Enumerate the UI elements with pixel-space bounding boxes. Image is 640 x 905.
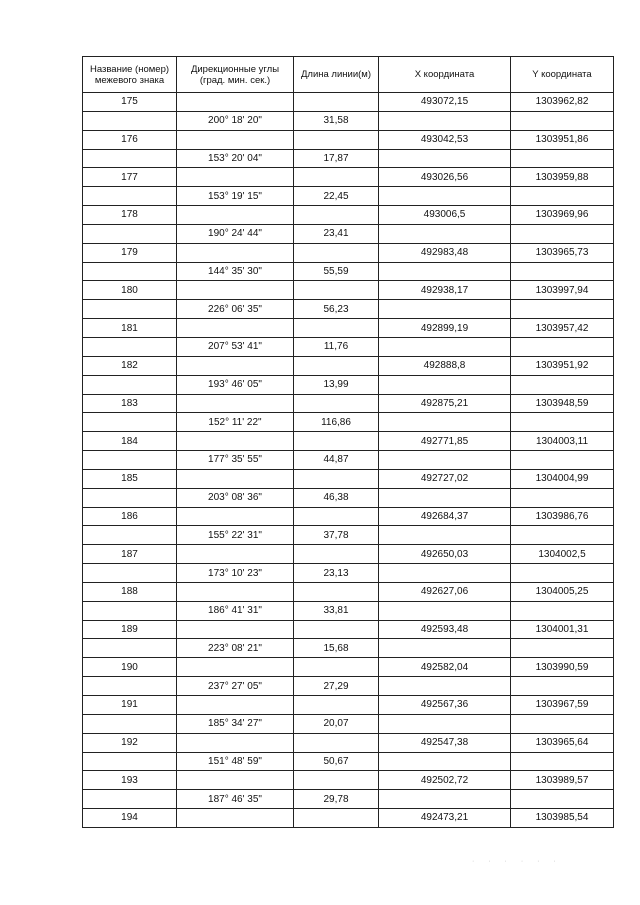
cell-marker-name: 191	[83, 696, 177, 715]
cell-y-coordinate	[511, 262, 614, 281]
cell-line-length: 17,87	[294, 149, 379, 168]
cell-marker-name	[83, 639, 177, 658]
cell-line-length	[294, 771, 379, 790]
cell-direction-angle: 185° 34' 27"	[177, 714, 294, 733]
cell-x-coordinate	[379, 564, 511, 583]
cell-y-coordinate	[511, 300, 614, 319]
table-row	[83, 394, 614, 413]
cell-line-length: 29,78	[294, 790, 379, 809]
cell-marker-name	[83, 375, 177, 394]
cell-line-length	[294, 319, 379, 338]
cell-line-length	[294, 582, 379, 601]
cell-direction-angle: 200° 18' 20"	[177, 111, 294, 130]
cell-line-length: 23,41	[294, 224, 379, 243]
cell-direction-angle	[177, 696, 294, 715]
cell-x-coordinate	[379, 337, 511, 356]
cell-marker-name: 182	[83, 356, 177, 375]
cell-marker-name: 177	[83, 168, 177, 187]
cell-marker-name: 192	[83, 733, 177, 752]
cell-x-coordinate	[379, 677, 511, 696]
header-y-coordinate: Y координата	[511, 57, 614, 93]
table-row	[83, 639, 614, 658]
cell-x-coordinate: 492875,21	[379, 394, 511, 413]
cell-y-coordinate: 1304004,99	[511, 469, 614, 488]
cell-y-coordinate: 1303951,92	[511, 356, 614, 375]
table-row	[83, 469, 614, 488]
cell-direction-angle: 144° 35' 30"	[177, 262, 294, 281]
cell-x-coordinate	[379, 111, 511, 130]
table-row	[83, 790, 614, 809]
cell-line-length: 50,67	[294, 752, 379, 771]
table-row	[83, 809, 614, 828]
cell-direction-angle	[177, 771, 294, 790]
table-row	[83, 111, 614, 130]
table-row	[83, 243, 614, 262]
cell-line-length	[294, 206, 379, 225]
cell-y-coordinate: 1303962,82	[511, 93, 614, 112]
cell-line-length: 55,59	[294, 262, 379, 281]
cell-y-coordinate	[511, 375, 614, 394]
cell-y-coordinate: 1303969,96	[511, 206, 614, 225]
cell-marker-name	[83, 564, 177, 583]
cell-y-coordinate: 1303986,76	[511, 507, 614, 526]
scan-artifact: · · · · · ·	[472, 858, 562, 865]
table-row	[83, 545, 614, 564]
cell-line-length: 27,29	[294, 677, 379, 696]
cell-y-coordinate: 1303997,94	[511, 281, 614, 300]
table-row	[83, 319, 614, 338]
table-row	[83, 564, 614, 583]
cell-marker-name	[83, 300, 177, 319]
table-row	[83, 281, 614, 300]
cell-line-length	[294, 658, 379, 677]
cell-x-coordinate: 492627,06	[379, 582, 511, 601]
cell-y-coordinate	[511, 337, 614, 356]
cell-y-coordinate	[511, 526, 614, 545]
cell-x-coordinate: 492727,02	[379, 469, 511, 488]
cell-x-coordinate	[379, 451, 511, 470]
cell-marker-name: 176	[83, 130, 177, 149]
cell-x-coordinate	[379, 526, 511, 545]
table-row	[83, 356, 614, 375]
cell-marker-name: 194	[83, 809, 177, 828]
cell-y-coordinate: 1303985,54	[511, 809, 614, 828]
table-row	[83, 733, 614, 752]
cell-line-length: 44,87	[294, 451, 379, 470]
table-row	[83, 432, 614, 451]
cell-line-length	[294, 432, 379, 451]
cell-direction-angle: 203° 08' 36"	[177, 488, 294, 507]
cell-y-coordinate	[511, 714, 614, 733]
cell-marker-name	[83, 790, 177, 809]
header-x-coordinate: X координата	[379, 57, 511, 93]
cell-direction-angle: 153° 20' 04"	[177, 149, 294, 168]
cell-y-coordinate	[511, 488, 614, 507]
cell-direction-angle: 237° 27' 05"	[177, 677, 294, 696]
cell-marker-name: 180	[83, 281, 177, 300]
cell-marker-name	[83, 224, 177, 243]
cell-x-coordinate	[379, 149, 511, 168]
cell-direction-angle	[177, 319, 294, 338]
cell-direction-angle	[177, 545, 294, 564]
table-row	[83, 507, 614, 526]
cell-direction-angle: 153° 19' 15"	[177, 187, 294, 206]
cell-marker-name: 187	[83, 545, 177, 564]
cell-y-coordinate: 1303957,42	[511, 319, 614, 338]
cell-line-length	[294, 243, 379, 262]
cell-direction-angle	[177, 507, 294, 526]
cell-x-coordinate	[379, 224, 511, 243]
table-row	[83, 658, 614, 677]
cell-x-coordinate	[379, 714, 511, 733]
cell-x-coordinate: 492473,21	[379, 809, 511, 828]
cell-marker-name	[83, 413, 177, 432]
cell-direction-angle	[177, 168, 294, 187]
cell-direction-angle: 151° 48' 59"	[177, 752, 294, 771]
cell-line-length	[294, 394, 379, 413]
cell-marker-name: 185	[83, 469, 177, 488]
cell-y-coordinate: 1304002,5	[511, 545, 614, 564]
cell-y-coordinate: 1304003,11	[511, 432, 614, 451]
cell-marker-name	[83, 677, 177, 696]
cell-x-coordinate: 492582,04	[379, 658, 511, 677]
cell-x-coordinate	[379, 601, 511, 620]
cell-x-coordinate: 492567,36	[379, 696, 511, 715]
cell-direction-angle	[177, 733, 294, 752]
cell-direction-angle	[177, 243, 294, 262]
cell-direction-angle	[177, 432, 294, 451]
cell-line-length	[294, 130, 379, 149]
cell-x-coordinate: 492983,48	[379, 243, 511, 262]
cell-y-coordinate: 1304001,31	[511, 620, 614, 639]
cell-marker-name	[83, 488, 177, 507]
cell-line-length: 46,38	[294, 488, 379, 507]
cell-x-coordinate: 492771,85	[379, 432, 511, 451]
table-row	[83, 413, 614, 432]
cell-x-coordinate: 492547,38	[379, 733, 511, 752]
cell-x-coordinate	[379, 790, 511, 809]
table-row	[83, 620, 614, 639]
cell-direction-angle	[177, 356, 294, 375]
header-direction-angle: Дирекционные углы (град. мин. сек.)	[177, 57, 294, 93]
cell-marker-name: 184	[83, 432, 177, 451]
cell-x-coordinate	[379, 639, 511, 658]
cell-y-coordinate	[511, 111, 614, 130]
table-row	[83, 375, 614, 394]
cell-line-length: 56,23	[294, 300, 379, 319]
cell-x-coordinate: 492938,17	[379, 281, 511, 300]
cell-direction-angle	[177, 93, 294, 112]
table-row	[83, 187, 614, 206]
cell-line-length: 15,68	[294, 639, 379, 658]
cell-direction-angle: 223° 08' 21"	[177, 639, 294, 658]
cell-y-coordinate	[511, 224, 614, 243]
cell-x-coordinate: 492650,03	[379, 545, 511, 564]
cell-direction-angle: 152° 11' 22"	[177, 413, 294, 432]
table-row	[83, 771, 614, 790]
table-row	[83, 752, 614, 771]
cell-x-coordinate: 492502,72	[379, 771, 511, 790]
cell-marker-name: 179	[83, 243, 177, 262]
cell-line-length: 22,45	[294, 187, 379, 206]
cell-direction-angle: 186° 41' 31"	[177, 601, 294, 620]
cell-y-coordinate: 1303967,59	[511, 696, 614, 715]
cell-direction-angle: 155° 22' 31"	[177, 526, 294, 545]
cell-marker-name	[83, 752, 177, 771]
cell-line-length	[294, 696, 379, 715]
table-body	[83, 93, 614, 828]
table-row	[83, 601, 614, 620]
cell-direction-angle	[177, 809, 294, 828]
cell-direction-angle	[177, 130, 294, 149]
cell-y-coordinate	[511, 752, 614, 771]
cell-marker-name: 175	[83, 93, 177, 112]
cell-line-length: 37,78	[294, 526, 379, 545]
table-row	[83, 714, 614, 733]
cell-y-coordinate	[511, 149, 614, 168]
cell-y-coordinate	[511, 639, 614, 658]
cell-direction-angle	[177, 281, 294, 300]
cell-marker-name	[83, 149, 177, 168]
cell-x-coordinate	[379, 413, 511, 432]
table-row	[83, 262, 614, 281]
table-row	[83, 526, 614, 545]
cell-direction-angle	[177, 582, 294, 601]
cell-x-coordinate	[379, 300, 511, 319]
cell-line-length: 11,76	[294, 337, 379, 356]
cell-x-coordinate: 492593,48	[379, 620, 511, 639]
cell-y-coordinate	[511, 564, 614, 583]
cell-marker-name: 188	[83, 582, 177, 601]
cell-line-length	[294, 809, 379, 828]
cell-marker-name	[83, 714, 177, 733]
cell-marker-name: 181	[83, 319, 177, 338]
cell-y-coordinate: 1304005,25	[511, 582, 614, 601]
cell-marker-name: 183	[83, 394, 177, 413]
cell-line-length	[294, 469, 379, 488]
cell-direction-angle	[177, 658, 294, 677]
cell-line-length	[294, 281, 379, 300]
cell-line-length	[294, 356, 379, 375]
cell-marker-name	[83, 337, 177, 356]
table-row	[83, 93, 614, 112]
cell-x-coordinate: 492899,19	[379, 319, 511, 338]
cell-line-length	[294, 507, 379, 526]
table-row	[83, 488, 614, 507]
table-row	[83, 300, 614, 319]
cell-x-coordinate: 492684,37	[379, 507, 511, 526]
cell-x-coordinate	[379, 262, 511, 281]
cell-marker-name: 189	[83, 620, 177, 639]
cell-direction-angle: 190° 24' 44"	[177, 224, 294, 243]
table-row	[83, 149, 614, 168]
header-line-length: Длина линии(м)	[294, 57, 379, 93]
cell-marker-name	[83, 262, 177, 281]
cell-direction-angle: 207° 53' 41"	[177, 337, 294, 356]
table-row	[83, 206, 614, 225]
cell-line-length: 116,86	[294, 413, 379, 432]
table-row	[83, 582, 614, 601]
cell-y-coordinate	[511, 451, 614, 470]
cell-y-coordinate	[511, 677, 614, 696]
cell-y-coordinate: 1303948,59	[511, 394, 614, 413]
boundary-coordinates-table	[82, 56, 614, 828]
cell-y-coordinate	[511, 187, 614, 206]
cell-y-coordinate: 1303989,57	[511, 771, 614, 790]
cell-direction-angle: 226° 06' 35"	[177, 300, 294, 319]
cell-y-coordinate: 1303990,59	[511, 658, 614, 677]
cell-direction-angle: 173° 10' 23"	[177, 564, 294, 583]
cell-x-coordinate	[379, 488, 511, 507]
cell-x-coordinate: 493072,15	[379, 93, 511, 112]
cell-marker-name	[83, 451, 177, 470]
cell-x-coordinate: 493026,56	[379, 168, 511, 187]
cell-marker-name: 190	[83, 658, 177, 677]
cell-direction-angle	[177, 206, 294, 225]
cell-line-length	[294, 93, 379, 112]
cell-x-coordinate: 493006,5	[379, 206, 511, 225]
cell-direction-angle: 177° 35' 55"	[177, 451, 294, 470]
cell-y-coordinate: 1303959,88	[511, 168, 614, 187]
table-header-row	[83, 57, 614, 93]
cell-x-coordinate: 492888,8	[379, 356, 511, 375]
cell-direction-angle	[177, 620, 294, 639]
cell-marker-name	[83, 187, 177, 206]
table-row	[83, 168, 614, 187]
cell-x-coordinate	[379, 187, 511, 206]
cell-line-length: 23,13	[294, 564, 379, 583]
cell-y-coordinate: 1303965,64	[511, 733, 614, 752]
table-row	[83, 696, 614, 715]
cell-direction-angle: 193° 46' 05"	[177, 375, 294, 394]
cell-marker-name	[83, 601, 177, 620]
cell-x-coordinate: 493042,53	[379, 130, 511, 149]
cell-line-length: 31,58	[294, 111, 379, 130]
cell-direction-angle	[177, 394, 294, 413]
cell-y-coordinate: 1303951,86	[511, 130, 614, 149]
cell-marker-name: 193	[83, 771, 177, 790]
cell-y-coordinate	[511, 413, 614, 432]
cell-x-coordinate	[379, 752, 511, 771]
cell-direction-angle	[177, 469, 294, 488]
cell-line-length: 20,07	[294, 714, 379, 733]
cell-marker-name	[83, 526, 177, 545]
cell-marker-name: 186	[83, 507, 177, 526]
table-row	[83, 677, 614, 696]
cell-x-coordinate	[379, 375, 511, 394]
table-row	[83, 337, 614, 356]
cell-y-coordinate	[511, 601, 614, 620]
cell-line-length: 33,81	[294, 601, 379, 620]
table-row	[83, 224, 614, 243]
cell-line-length	[294, 620, 379, 639]
header-marker-name: Название (номер) межевого знака	[83, 57, 177, 93]
cell-direction-angle: 187° 46' 35"	[177, 790, 294, 809]
cell-y-coordinate	[511, 790, 614, 809]
cell-marker-name: 178	[83, 206, 177, 225]
cell-line-length	[294, 545, 379, 564]
cell-line-length	[294, 733, 379, 752]
cell-line-length: 13,99	[294, 375, 379, 394]
table-row	[83, 130, 614, 149]
table-row	[83, 451, 614, 470]
cell-line-length	[294, 168, 379, 187]
cell-marker-name	[83, 111, 177, 130]
cell-y-coordinate: 1303965,73	[511, 243, 614, 262]
